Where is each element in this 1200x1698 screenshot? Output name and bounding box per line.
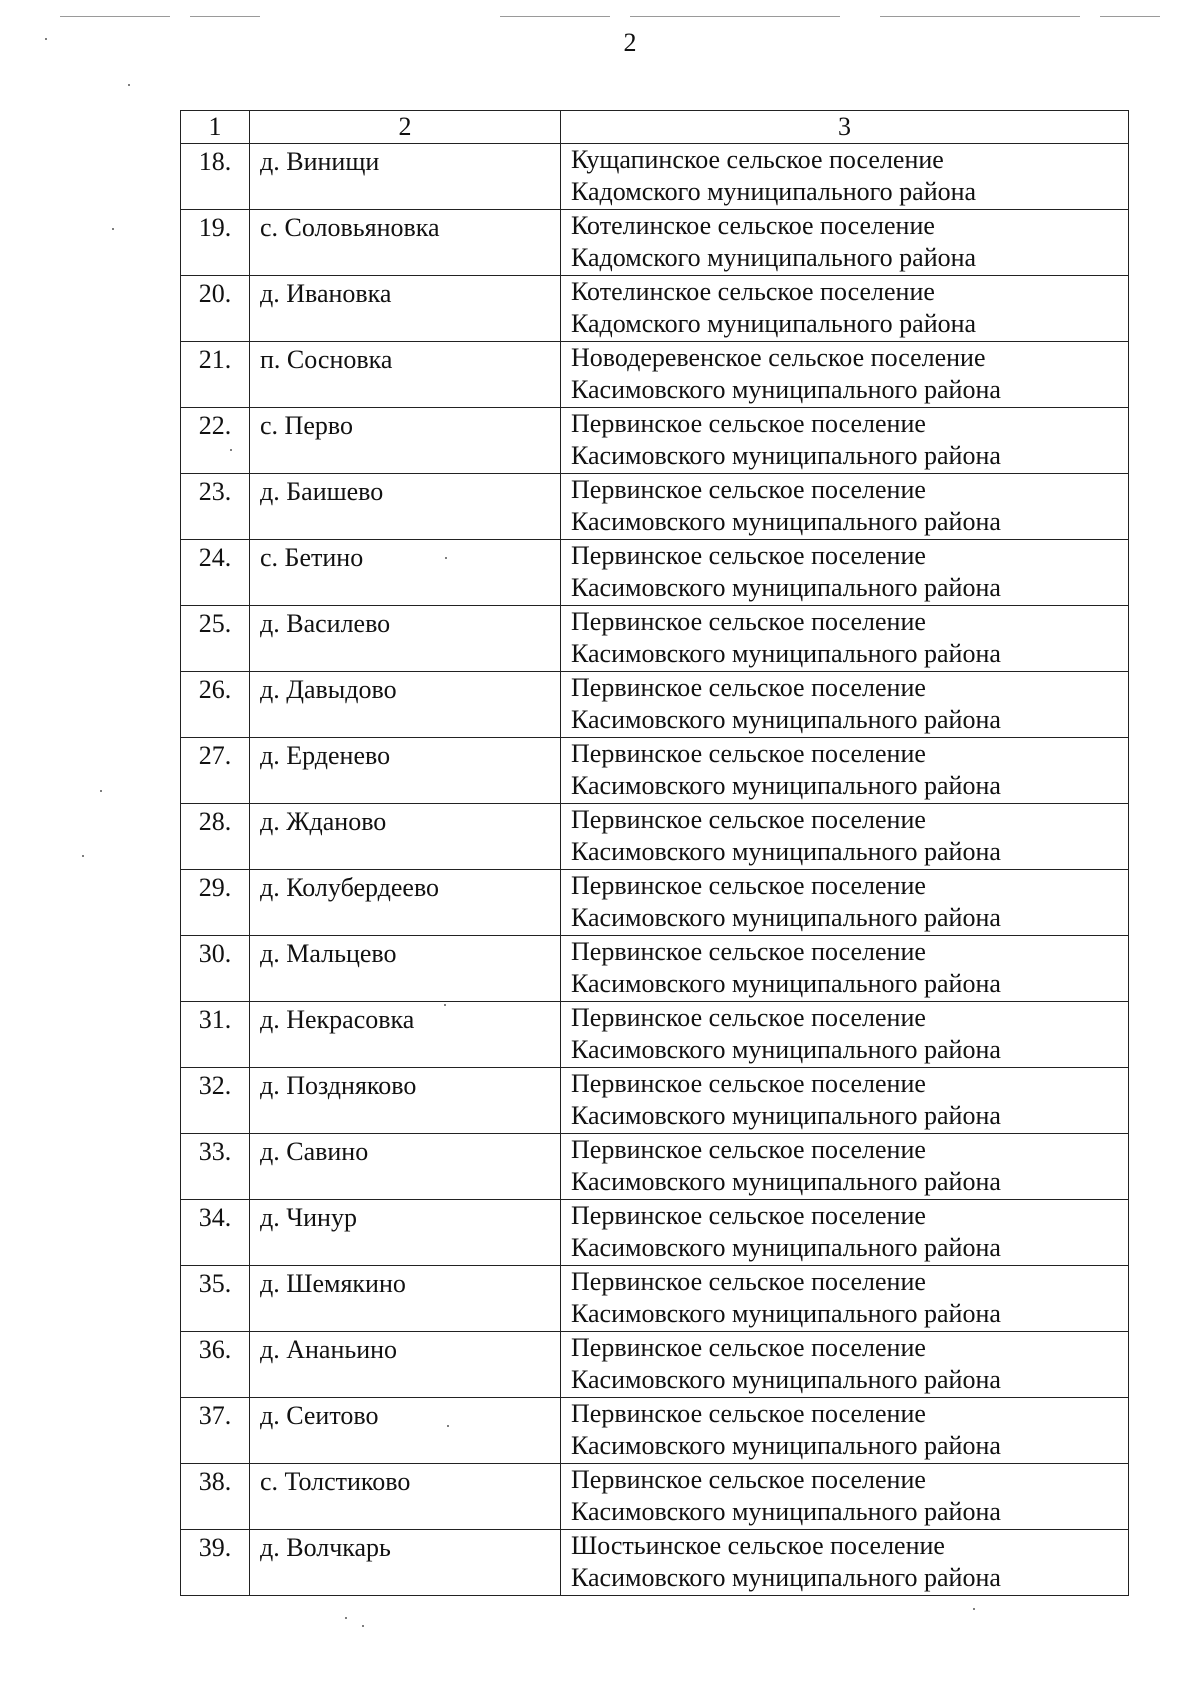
- settlement-cell: [561, 1068, 1129, 1134]
- row-number: 18.: [181, 144, 250, 210]
- settlement-name: Первинское сельское поселение: [571, 871, 926, 900]
- table-row: [181, 1266, 1129, 1332]
- table-row: [181, 474, 1129, 540]
- row-number: 34.: [181, 1200, 250, 1266]
- locality-name: д. Поздняково: [250, 1068, 561, 1134]
- row-number: 29.: [181, 870, 250, 936]
- row-number: 33.: [181, 1134, 250, 1200]
- locality-name: д. Савино: [250, 1134, 561, 1200]
- settlement-name: Первинское сельское поселение: [571, 1399, 926, 1428]
- scan-speck: [230, 449, 232, 451]
- page-number: 2: [623, 28, 637, 57]
- table-row: [181, 342, 1129, 408]
- locality-name: д. Мальцево: [250, 936, 561, 1002]
- settlement-name: Первинское сельское поселение: [571, 1003, 926, 1032]
- scan-speck: [128, 84, 130, 86]
- row-number: 38.: [181, 1464, 250, 1530]
- scan-speck: [112, 228, 114, 230]
- settlement-cell: [561, 1002, 1129, 1068]
- settlement-cell: [561, 144, 1129, 210]
- row-number: 27.: [181, 738, 250, 804]
- row-number: 23.: [181, 474, 250, 540]
- table-row: [181, 210, 1129, 276]
- settlement-name: Котелинское сельское поселение: [571, 277, 935, 306]
- locality-name: д. Ерденево: [250, 738, 561, 804]
- table-row: [181, 804, 1129, 870]
- row-number: 32.: [181, 1068, 250, 1134]
- settlement-cell: [561, 606, 1129, 672]
- district-name: Касимовского муниципального района: [571, 441, 1001, 470]
- locality-name: д. Давыдово: [250, 672, 561, 738]
- locality-name: с. Соловьяновка: [250, 210, 561, 276]
- table-row: [181, 1200, 1129, 1266]
- row-number: 22.: [181, 408, 250, 474]
- table-row: [181, 936, 1129, 1002]
- table-row: [181, 408, 1129, 474]
- table-row: [181, 1398, 1129, 1464]
- settlement-name: Первинское сельское поселение: [571, 1069, 926, 1098]
- column-header-settlement: 3: [561, 111, 1129, 144]
- district-name: Касимовского муниципального района: [571, 1497, 1001, 1526]
- table-row: [181, 276, 1129, 342]
- settlement-cell: [561, 1530, 1129, 1596]
- locality-name: с. Бетино: [250, 540, 561, 606]
- settlement-cell: [561, 408, 1129, 474]
- district-name: Касимовского муниципального района: [571, 771, 1001, 800]
- district-name: Касимовского муниципального района: [571, 375, 1001, 404]
- settlement-name: Первинское сельское поселение: [571, 1201, 926, 1230]
- settlement-cell: [561, 738, 1129, 804]
- settlement-name: Первинское сельское поселение: [571, 607, 926, 636]
- table-row: [181, 606, 1129, 672]
- locality-name: с. Перво: [250, 408, 561, 474]
- scan-speck: [362, 1625, 364, 1627]
- row-number: 39.: [181, 1530, 250, 1596]
- settlement-cell: [561, 342, 1129, 408]
- row-number: 19.: [181, 210, 250, 276]
- district-name: Касимовского муниципального района: [571, 639, 1001, 668]
- settlement-name: Первинское сельское поселение: [571, 409, 926, 438]
- settlement-cell: [561, 1332, 1129, 1398]
- table-row: [181, 738, 1129, 804]
- district-name: Касимовского муниципального района: [571, 1035, 1001, 1064]
- settlement-cell: [561, 1134, 1129, 1200]
- table-row: [181, 870, 1129, 936]
- district-name: Касимовского муниципального района: [571, 1233, 1001, 1262]
- district-name: Касимовского муниципального района: [571, 1431, 1001, 1460]
- settlement-name: Первинское сельское поселение: [571, 937, 926, 966]
- locality-name: д. Сеитово: [250, 1398, 561, 1464]
- table-row: [181, 1530, 1129, 1596]
- settlement-cell: [561, 1398, 1129, 1464]
- district-name: Касимовского муниципального района: [571, 969, 1001, 998]
- locality-name: д. Чинур: [250, 1200, 561, 1266]
- settlement-cell: [561, 804, 1129, 870]
- settlement-cell: [561, 1200, 1129, 1266]
- table-row: [181, 540, 1129, 606]
- settlement-name: Новодеревенское сельское поселение: [571, 343, 986, 372]
- table-row: [181, 144, 1129, 210]
- row-number: 28.: [181, 804, 250, 870]
- row-number: 35.: [181, 1266, 250, 1332]
- locality-name: д. Жданово: [250, 804, 561, 870]
- settlement-name: Первинское сельское поселение: [571, 475, 926, 504]
- table-row: [181, 1464, 1129, 1530]
- settlement-name: Первинское сельское поселение: [571, 805, 926, 834]
- district-name: Касимовского муниципального района: [571, 1365, 1001, 1394]
- district-name: Касимовского муниципального района: [571, 1299, 1001, 1328]
- district-name: Касимовского муниципального района: [571, 837, 1001, 866]
- settlement-cell: [561, 672, 1129, 738]
- locality-name: д. Ивановка: [250, 276, 561, 342]
- row-number: 25.: [181, 606, 250, 672]
- district-name: Кадомского муниципального района: [571, 243, 977, 272]
- scan-speck: [45, 38, 47, 40]
- district-name: Кадомского муниципального района: [571, 177, 977, 206]
- table-row: [181, 672, 1129, 738]
- settlement-cell: [561, 540, 1129, 606]
- district-name: Касимовского муниципального района: [571, 705, 1001, 734]
- settlement-cell: [561, 870, 1129, 936]
- settlement-cell: [561, 936, 1129, 1002]
- scan-speck: [447, 1425, 449, 1427]
- row-number: 26.: [181, 672, 250, 738]
- row-number: 20.: [181, 276, 250, 342]
- settlement-cell: [561, 210, 1129, 276]
- scan-speck: [82, 855, 84, 857]
- row-number: 30.: [181, 936, 250, 1002]
- table-row: [181, 1002, 1129, 1068]
- scan-speck: [973, 1608, 975, 1610]
- district-name: Касимовского муниципального района: [571, 1101, 1001, 1130]
- locality-name: с. Толстиково: [250, 1464, 561, 1530]
- settlement-name: Первинское сельское поселение: [571, 1267, 926, 1296]
- row-number: 37.: [181, 1398, 250, 1464]
- locality-name: д. Волчкарь: [250, 1530, 561, 1596]
- district-name: Касимовского муниципального района: [571, 573, 1001, 602]
- settlements-table: [180, 110, 1129, 1596]
- scan-speck: [445, 557, 447, 559]
- row-number: 31.: [181, 1002, 250, 1068]
- settlement-name: Первинское сельское поселение: [571, 673, 926, 702]
- settlement-cell: [561, 276, 1129, 342]
- district-name: Касимовского муниципального района: [571, 1563, 1001, 1592]
- column-header-locality: 2: [250, 111, 561, 144]
- table-row: [181, 1068, 1129, 1134]
- scan-speck: [444, 1004, 446, 1006]
- district-name: Кадомского муниципального района: [571, 309, 977, 338]
- row-number: 21.: [181, 342, 250, 408]
- settlement-name: Первинское сельское поселение: [571, 541, 926, 570]
- table-row: [181, 1134, 1129, 1200]
- district-name: Касимовского муниципального района: [571, 903, 1001, 932]
- settlement-cell: [561, 1464, 1129, 1530]
- settlement-name: Кущапинское сельское поселение: [571, 145, 944, 174]
- locality-name: д. Баишево: [250, 474, 561, 540]
- district-name: Касимовского муниципального района: [571, 1167, 1001, 1196]
- row-number: 24.: [181, 540, 250, 606]
- locality-name: д. Шемякино: [250, 1266, 561, 1332]
- district-name: Касимовского муниципального района: [571, 507, 1001, 536]
- settlement-name: Котелинское сельское поселение: [571, 211, 935, 240]
- scan-speck: [100, 790, 102, 792]
- scan-edge-artifact: [0, 14, 1200, 20]
- locality-name: д. Ананьино: [250, 1332, 561, 1398]
- column-header-number: 1: [181, 111, 250, 144]
- locality-name: д. Некрасовка: [250, 1002, 561, 1068]
- table-body: [181, 111, 1129, 1596]
- row-number: 36.: [181, 1332, 250, 1398]
- table-row: [181, 1332, 1129, 1398]
- settlement-cell: [561, 1266, 1129, 1332]
- settlement-name: Первинское сельское поселение: [571, 739, 926, 768]
- locality-name: д. Колубердеево: [250, 870, 561, 936]
- scan-speck: [345, 1617, 347, 1619]
- locality-name: п. Сосновка: [250, 342, 561, 408]
- settlement-cell: [561, 474, 1129, 540]
- settlement-name: Первинское сельское поселение: [571, 1135, 926, 1164]
- table-header-row: [181, 111, 1129, 144]
- settlement-name: Первинское сельское поселение: [571, 1333, 926, 1362]
- settlement-name: Первинское сельское поселение: [571, 1465, 926, 1494]
- locality-name: д. Василево: [250, 606, 561, 672]
- settlement-name: Шостьинское сельское поселение: [571, 1531, 945, 1560]
- locality-name: д. Винищи: [250, 144, 561, 210]
